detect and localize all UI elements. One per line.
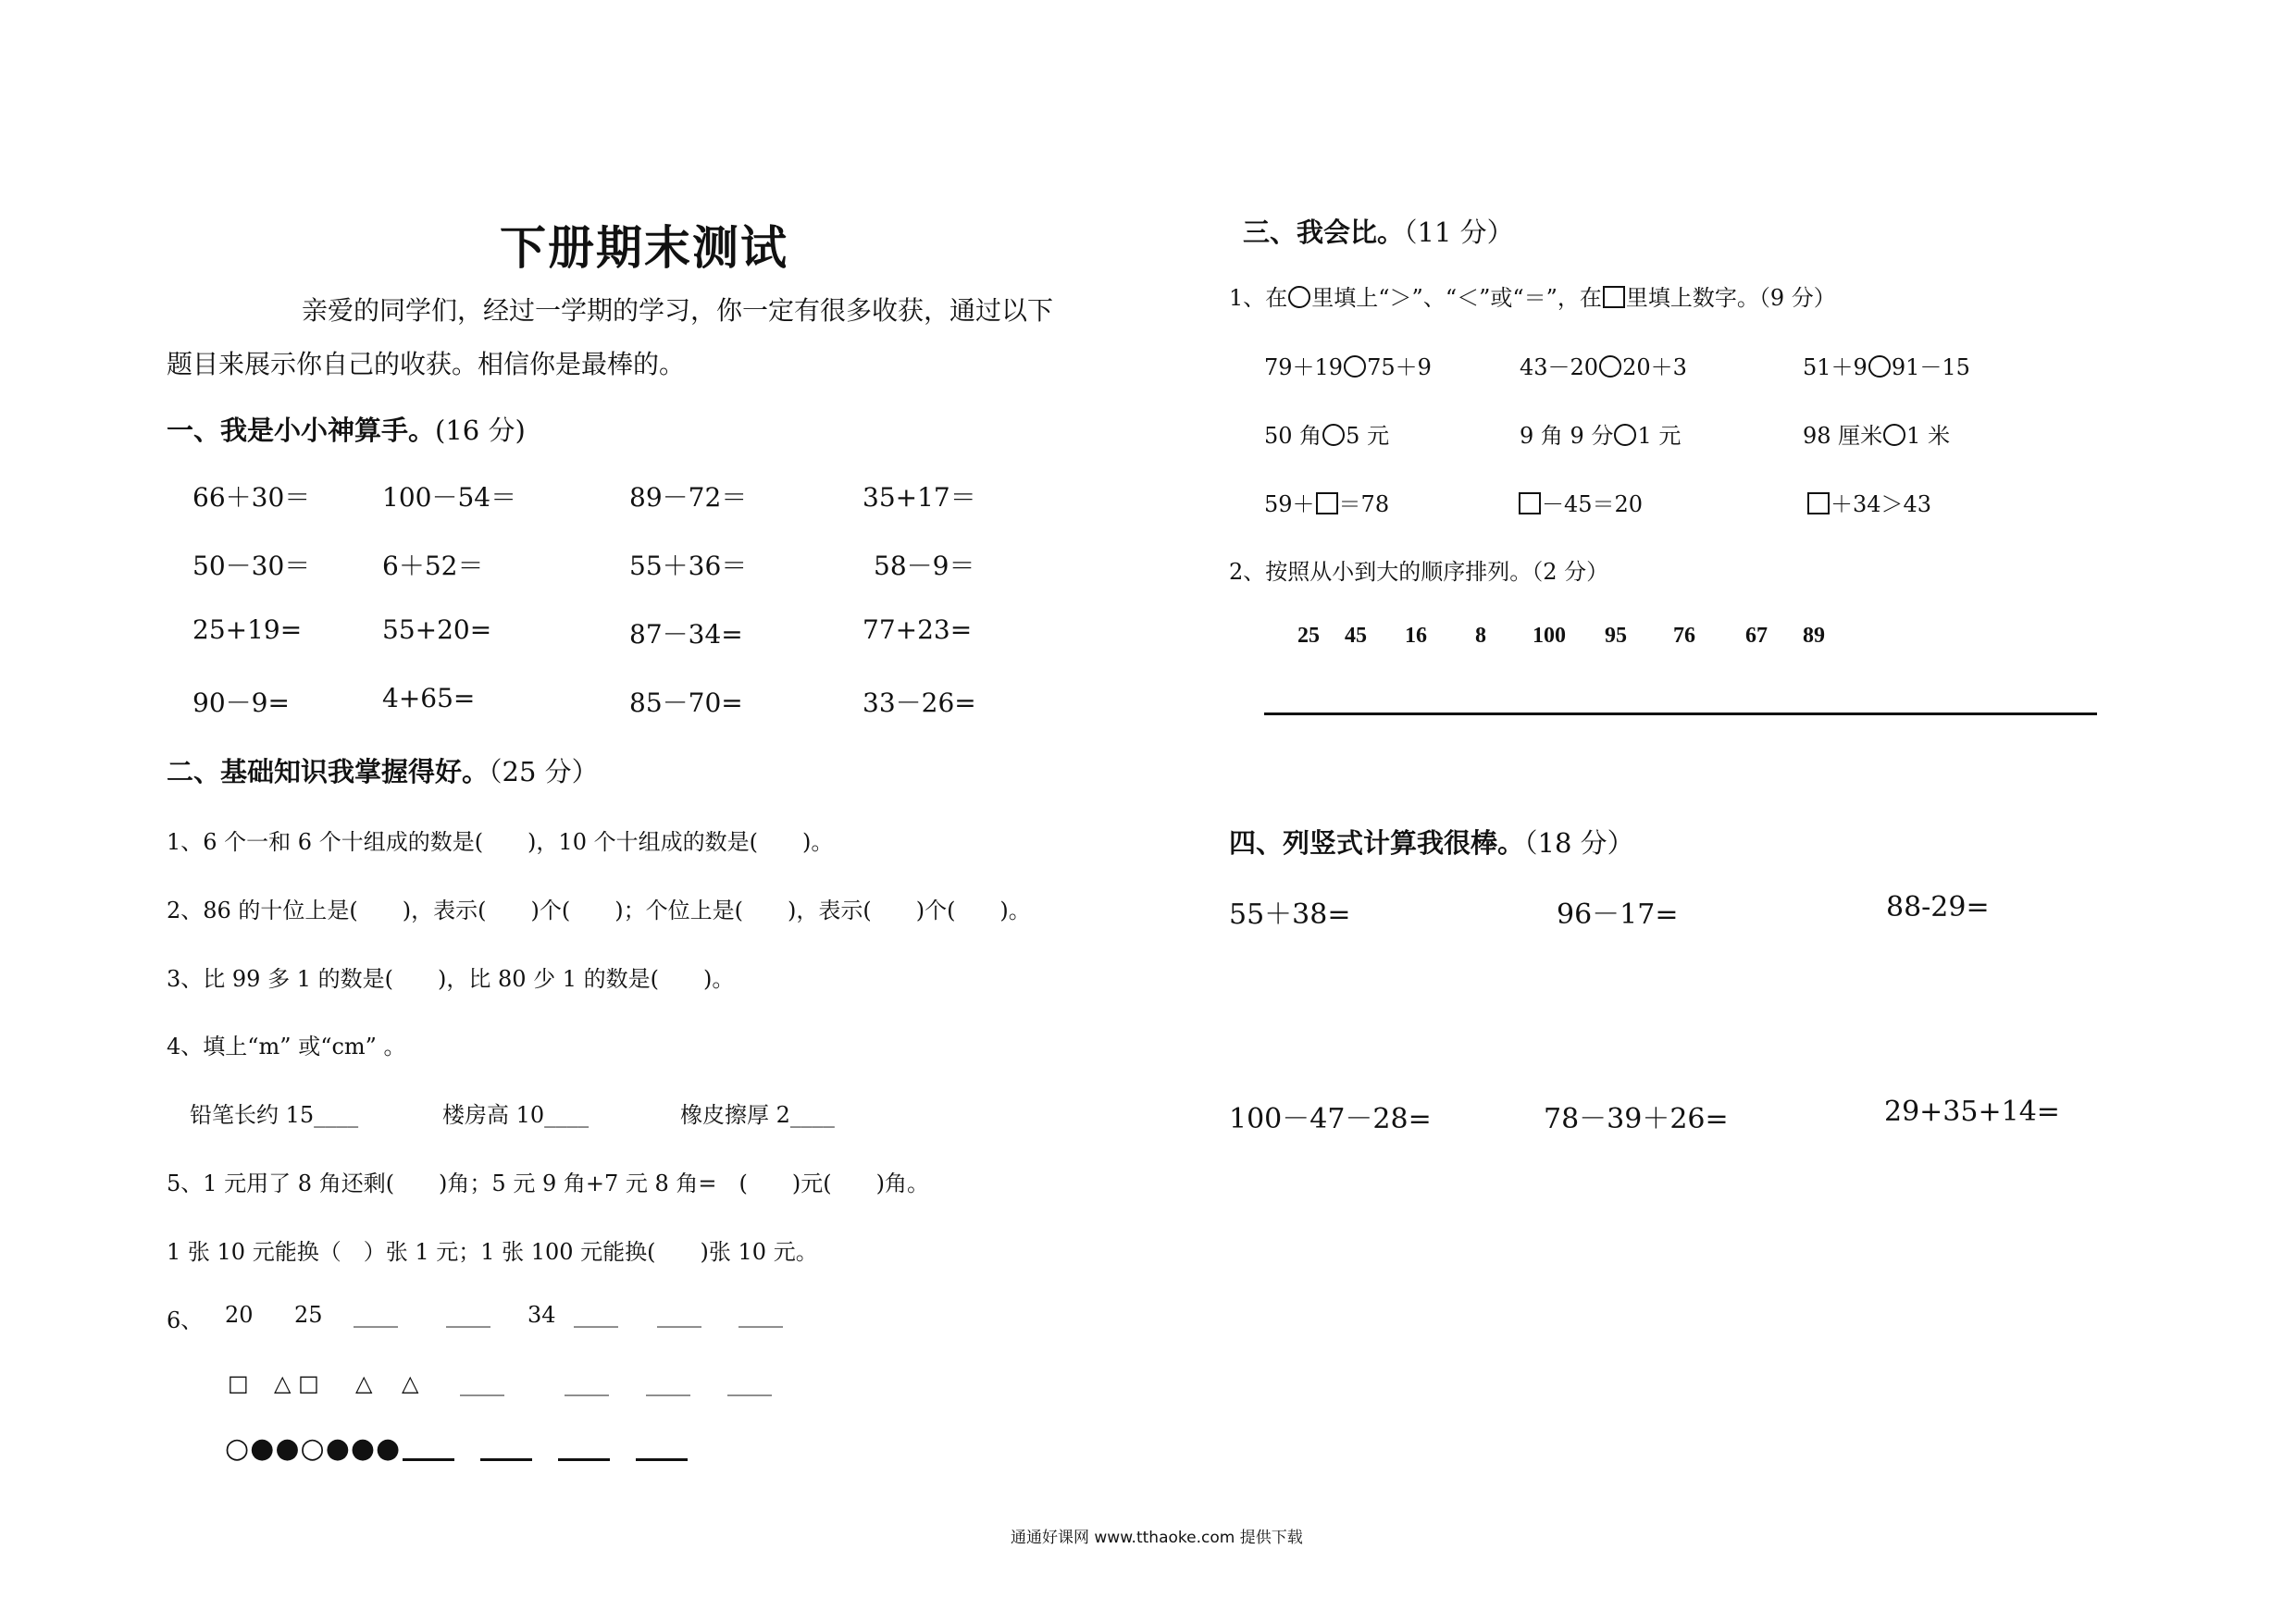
order-number: 67 xyxy=(1745,624,1768,648)
circle-icon xyxy=(1344,355,1366,378)
fill-3-3 xyxy=(1806,486,1931,518)
calc-4-3: 85－70= xyxy=(629,688,743,718)
calc-3-4: 77+23= xyxy=(863,614,973,645)
question-2-5: 5、1 元用了 8 角还剩( )角；5 元 9 角+7 元 8 角= ( )元( )角。 xyxy=(167,1171,929,1196)
order-number: 76 xyxy=(1673,624,1695,648)
question-2-2: 2、86 的十位上是( )，表示( )个( )；个位上是( )，表示( )个( )。 xyxy=(167,898,1031,923)
section-1-score: (16 分) xyxy=(435,415,526,446)
seq-blank: ____ xyxy=(738,1302,783,1328)
circle-icon xyxy=(1322,424,1345,446)
fill-after: ＋34＞43 xyxy=(1831,491,1932,517)
calc-4-2: 4+65= xyxy=(382,683,476,713)
section-4-score: （18 分） xyxy=(1524,827,1634,859)
question-3-2: 2、按照从小到大的顺序排列。（2 分） xyxy=(1229,559,1609,585)
seq-blank: ____ xyxy=(354,1302,398,1328)
order-number: 16 xyxy=(1405,624,1427,648)
compare-right: 20＋3 xyxy=(1622,354,1687,380)
square-icon xyxy=(1316,492,1338,514)
shape-triangle: △ xyxy=(402,1370,419,1396)
section-2-score: （25 分） xyxy=(489,756,599,787)
question-2-4: 4、填上“m” 或“cm” 。 xyxy=(167,1034,406,1059)
calc-4-4: 33－26= xyxy=(863,688,976,718)
compare-right: 91－15 xyxy=(1891,354,1970,380)
shape-triangle: △ xyxy=(355,1370,373,1396)
intro-line-1: 亲爱的同学们，经过一学期的学习，你一定有很多收获，通过以下 xyxy=(302,295,1054,326)
vertical-calc-2-3: 29+35+14= xyxy=(1884,1096,2060,1128)
order-number: 89 xyxy=(1803,624,1825,648)
calc-1-1: 66＋30＝ xyxy=(192,482,311,513)
fill-3-1 xyxy=(1264,486,1389,518)
calc-3-3: 87－34= xyxy=(629,619,743,650)
fill-before: 59＋ xyxy=(1264,491,1315,517)
compare-right: 75＋9 xyxy=(1367,354,1432,380)
compare-2-1 xyxy=(1264,417,1389,450)
answer-blank xyxy=(558,1458,610,1461)
unit-item-building: 楼房高 10____ xyxy=(442,1102,590,1128)
calc-2-3: 55＋36＝ xyxy=(629,551,748,581)
q3-mid: 里填上“＞”、“＜”或“＝”，在 xyxy=(1311,285,1602,311)
vertical-calc-1-1: 55＋38= xyxy=(1229,898,1351,931)
dot-pattern-row xyxy=(225,1432,714,1465)
section-1-title xyxy=(167,410,526,448)
q3-prefix: 1、在 xyxy=(1229,285,1288,311)
question-3-1 xyxy=(1229,279,1836,312)
order-number: 100 xyxy=(1533,624,1566,648)
section-2-title xyxy=(167,751,599,789)
question-2-3: 3、比 99 多 1 的数是( )，比 80 少 1 的数是( )。 xyxy=(167,966,735,992)
order-number: 8 xyxy=(1475,624,1486,648)
unit-item-eraser: 橡皮擦厚 2____ xyxy=(680,1102,835,1128)
vertical-calc-2-2: 78－39＋26= xyxy=(1544,1103,1729,1135)
order-number: 25 xyxy=(1297,624,1320,648)
shape-blank: ____ xyxy=(460,1370,504,1396)
circle-icon xyxy=(1883,424,1905,446)
intro-line-2: 题目来展示你自己的收获。相信你是最棒的。 xyxy=(167,349,686,379)
unit-item-pencil: 铅笔长约 15____ xyxy=(190,1102,359,1128)
calc-2-2: 6＋52＝ xyxy=(382,551,484,581)
compare-left: 51＋9 xyxy=(1803,354,1868,380)
section-2-heading: 二、基础知识我掌握得好。 xyxy=(167,756,490,787)
compare-2-2 xyxy=(1520,417,1681,450)
square-icon xyxy=(1807,492,1830,514)
calc-3-1: 25+19= xyxy=(192,614,303,645)
shape-blank: ____ xyxy=(646,1370,690,1396)
circle-icon xyxy=(1288,286,1310,308)
compare-left: 9 角 9 分 xyxy=(1520,423,1614,449)
question-2-6-label: 6、 xyxy=(167,1307,204,1333)
compare-left: 43－20 xyxy=(1520,354,1599,380)
seq-blank: ____ xyxy=(446,1302,490,1328)
q3-suffix: 里填上数字。（9 分） xyxy=(1625,285,1836,311)
seq-item: 34 xyxy=(527,1302,556,1328)
question-2-5b: 1 张 10 元能换（ ）张 1 元；1 张 100 元能换( )张 10 元。 xyxy=(167,1239,818,1265)
calc-4-1: 90－9= xyxy=(192,688,290,718)
calc-2-4: 58－9＝ xyxy=(874,551,975,581)
calc-1-2: 100－54＝ xyxy=(382,482,517,513)
section-3-title xyxy=(1243,212,1514,250)
circle-icon xyxy=(1599,355,1621,378)
section-1-heading: 一、我是小小神算手。 xyxy=(167,415,436,446)
question-2-1: 1、6 个一和 6 个十组成的数是( )，10 个十组成的数是( )。 xyxy=(167,829,834,855)
square-icon xyxy=(1519,492,1541,514)
shape-square: □ xyxy=(228,1370,249,1396)
compare-right: 1 元 xyxy=(1637,423,1682,449)
page-title: 下册期末测试 xyxy=(500,221,788,275)
footer-text: 通通好课网 www.tthaoke.com 提供下载 xyxy=(1011,1529,1303,1547)
compare-1-1 xyxy=(1264,349,1432,381)
compare-left: 98 厘米 xyxy=(1803,423,1883,449)
calc-3-2: 55+20= xyxy=(382,614,492,645)
fill-after: ＝78 xyxy=(1338,491,1390,517)
compare-1-2 xyxy=(1520,349,1687,381)
seq-blank: ____ xyxy=(574,1302,618,1328)
calc-1-4: 35+17＝ xyxy=(863,482,976,513)
compare-1-3 xyxy=(1803,349,1970,381)
section-3-score: （11 分） xyxy=(1404,217,1514,248)
order-number: 95 xyxy=(1605,624,1627,648)
fill-after: －45＝20 xyxy=(1542,491,1644,517)
section-3-heading: 三、我会比。 xyxy=(1243,217,1405,248)
section-4-title xyxy=(1229,823,1634,861)
compare-right: 5 元 xyxy=(1346,423,1390,449)
seq-blank: ____ xyxy=(657,1302,701,1328)
vertical-calc-2-1: 100－47－28= xyxy=(1229,1103,1432,1135)
section-4-heading: 四、列竖式计算我很棒。 xyxy=(1229,827,1525,859)
dot-pattern: ○●●○●●● xyxy=(225,1432,402,1465)
vertical-calc-1-3: 88-29= xyxy=(1886,891,1990,923)
circle-icon xyxy=(1614,424,1636,446)
answer-blank xyxy=(403,1458,454,1461)
calc-1-3: 89－72＝ xyxy=(629,482,748,513)
calc-2-1: 50－30＝ xyxy=(192,551,311,581)
order-number: 45 xyxy=(1345,624,1367,648)
shape-blank: ____ xyxy=(727,1370,772,1396)
answer-line xyxy=(1264,712,2097,715)
compare-left: 50 角 xyxy=(1264,423,1322,449)
compare-2-3 xyxy=(1803,417,1950,450)
vertical-calc-1-2: 96－17= xyxy=(1557,898,1679,931)
square-icon xyxy=(1603,286,1625,308)
compare-left: 79＋19 xyxy=(1264,354,1344,380)
seq-item: 25 xyxy=(294,1302,323,1328)
answer-blank xyxy=(636,1458,688,1461)
shape-blank: ____ xyxy=(565,1370,609,1396)
shape-triangle-square: △ □ xyxy=(274,1370,319,1396)
seq-item: 20 xyxy=(225,1302,254,1328)
fill-3-2 xyxy=(1518,486,1643,518)
answer-blank xyxy=(480,1458,532,1461)
compare-right: 1 米 xyxy=(1906,423,1951,449)
circle-icon xyxy=(1868,355,1891,378)
